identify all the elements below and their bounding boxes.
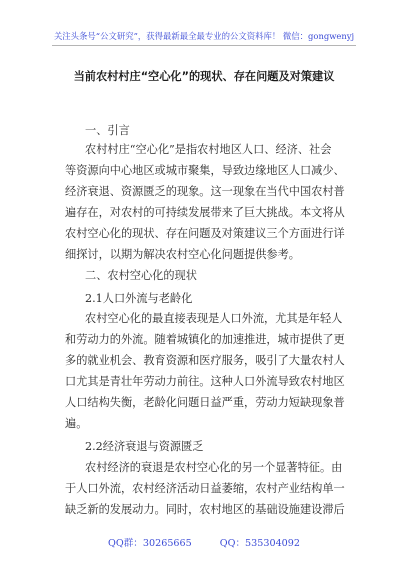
footer-contact bbox=[0, 535, 408, 549]
body-line: 多的就业机会、教育资源和医疗服务，吸引了大量农村人 bbox=[65, 354, 345, 367]
body-line: 于人口外流，农村经济活动日益萎缩，农村产业结构单一 bbox=[65, 482, 345, 495]
section-heading-intro: 一、引言 bbox=[85, 124, 130, 137]
section-heading-status: 二、农村空心化的现状 bbox=[85, 269, 197, 282]
footer-qq-group: QQ群：30265665 bbox=[107, 538, 192, 549]
body-line: 农村经济的衰退是农村空心化的另一个显著特征。由 bbox=[85, 461, 343, 474]
footer-qq: QQ：535304092 bbox=[219, 538, 300, 549]
body-line: 等资源向中心地区或城市聚集，导致边缘地区人口减少、 bbox=[65, 164, 345, 177]
header-banner: 关注头条号“公文研究”，获得最新最全最专业的公文资料库！ 微信：gongwenyj bbox=[53, 31, 355, 41]
document-title: 当前农村村庄“空心化”的现状、存在问题及对策建议 bbox=[73, 70, 335, 83]
subsection-heading: 2.1人口外流与老龄化 bbox=[85, 292, 193, 305]
body-line: 经济衰退、资源匮乏的现象。这一现象在当代中国农村普 bbox=[65, 185, 345, 198]
body-line: 农村空心化的最直接表现是人口外流，尤其是年轻人 bbox=[85, 312, 343, 325]
body-line: 和劳动力的外流。随着城镇化的加速推进，城市提供了更 bbox=[65, 333, 345, 346]
body-line: 缺乏新的发展动力。同时，农村地区的基础设施建设滞后 bbox=[65, 503, 345, 516]
body-line: 遍存在，对农村的可持续发展带来了巨大挑战。本文将从 bbox=[65, 206, 345, 219]
body-line: 细探讨，以期为解决农村空心化问题提供参考。 bbox=[65, 248, 300, 261]
body-line: 农村村庄“空心化”是指农村地区人口、经济、社会 bbox=[85, 143, 332, 156]
subsection-heading: 2.2经济衰退与资源匮乏 bbox=[85, 440, 204, 453]
body-line: 遍。 bbox=[65, 417, 88, 430]
body-line: 农村空心化的现状、存在问题及对策建议三个方面进行详 bbox=[65, 227, 345, 240]
body-line: 人口结构失衡，老龄化问题日益严重，劳动力短缺现象普 bbox=[65, 396, 345, 409]
header-divider bbox=[52, 45, 356, 46]
body-line: 口尤其是青壮年劳动力前往。这种人口外流导致农村地区 bbox=[65, 375, 345, 388]
